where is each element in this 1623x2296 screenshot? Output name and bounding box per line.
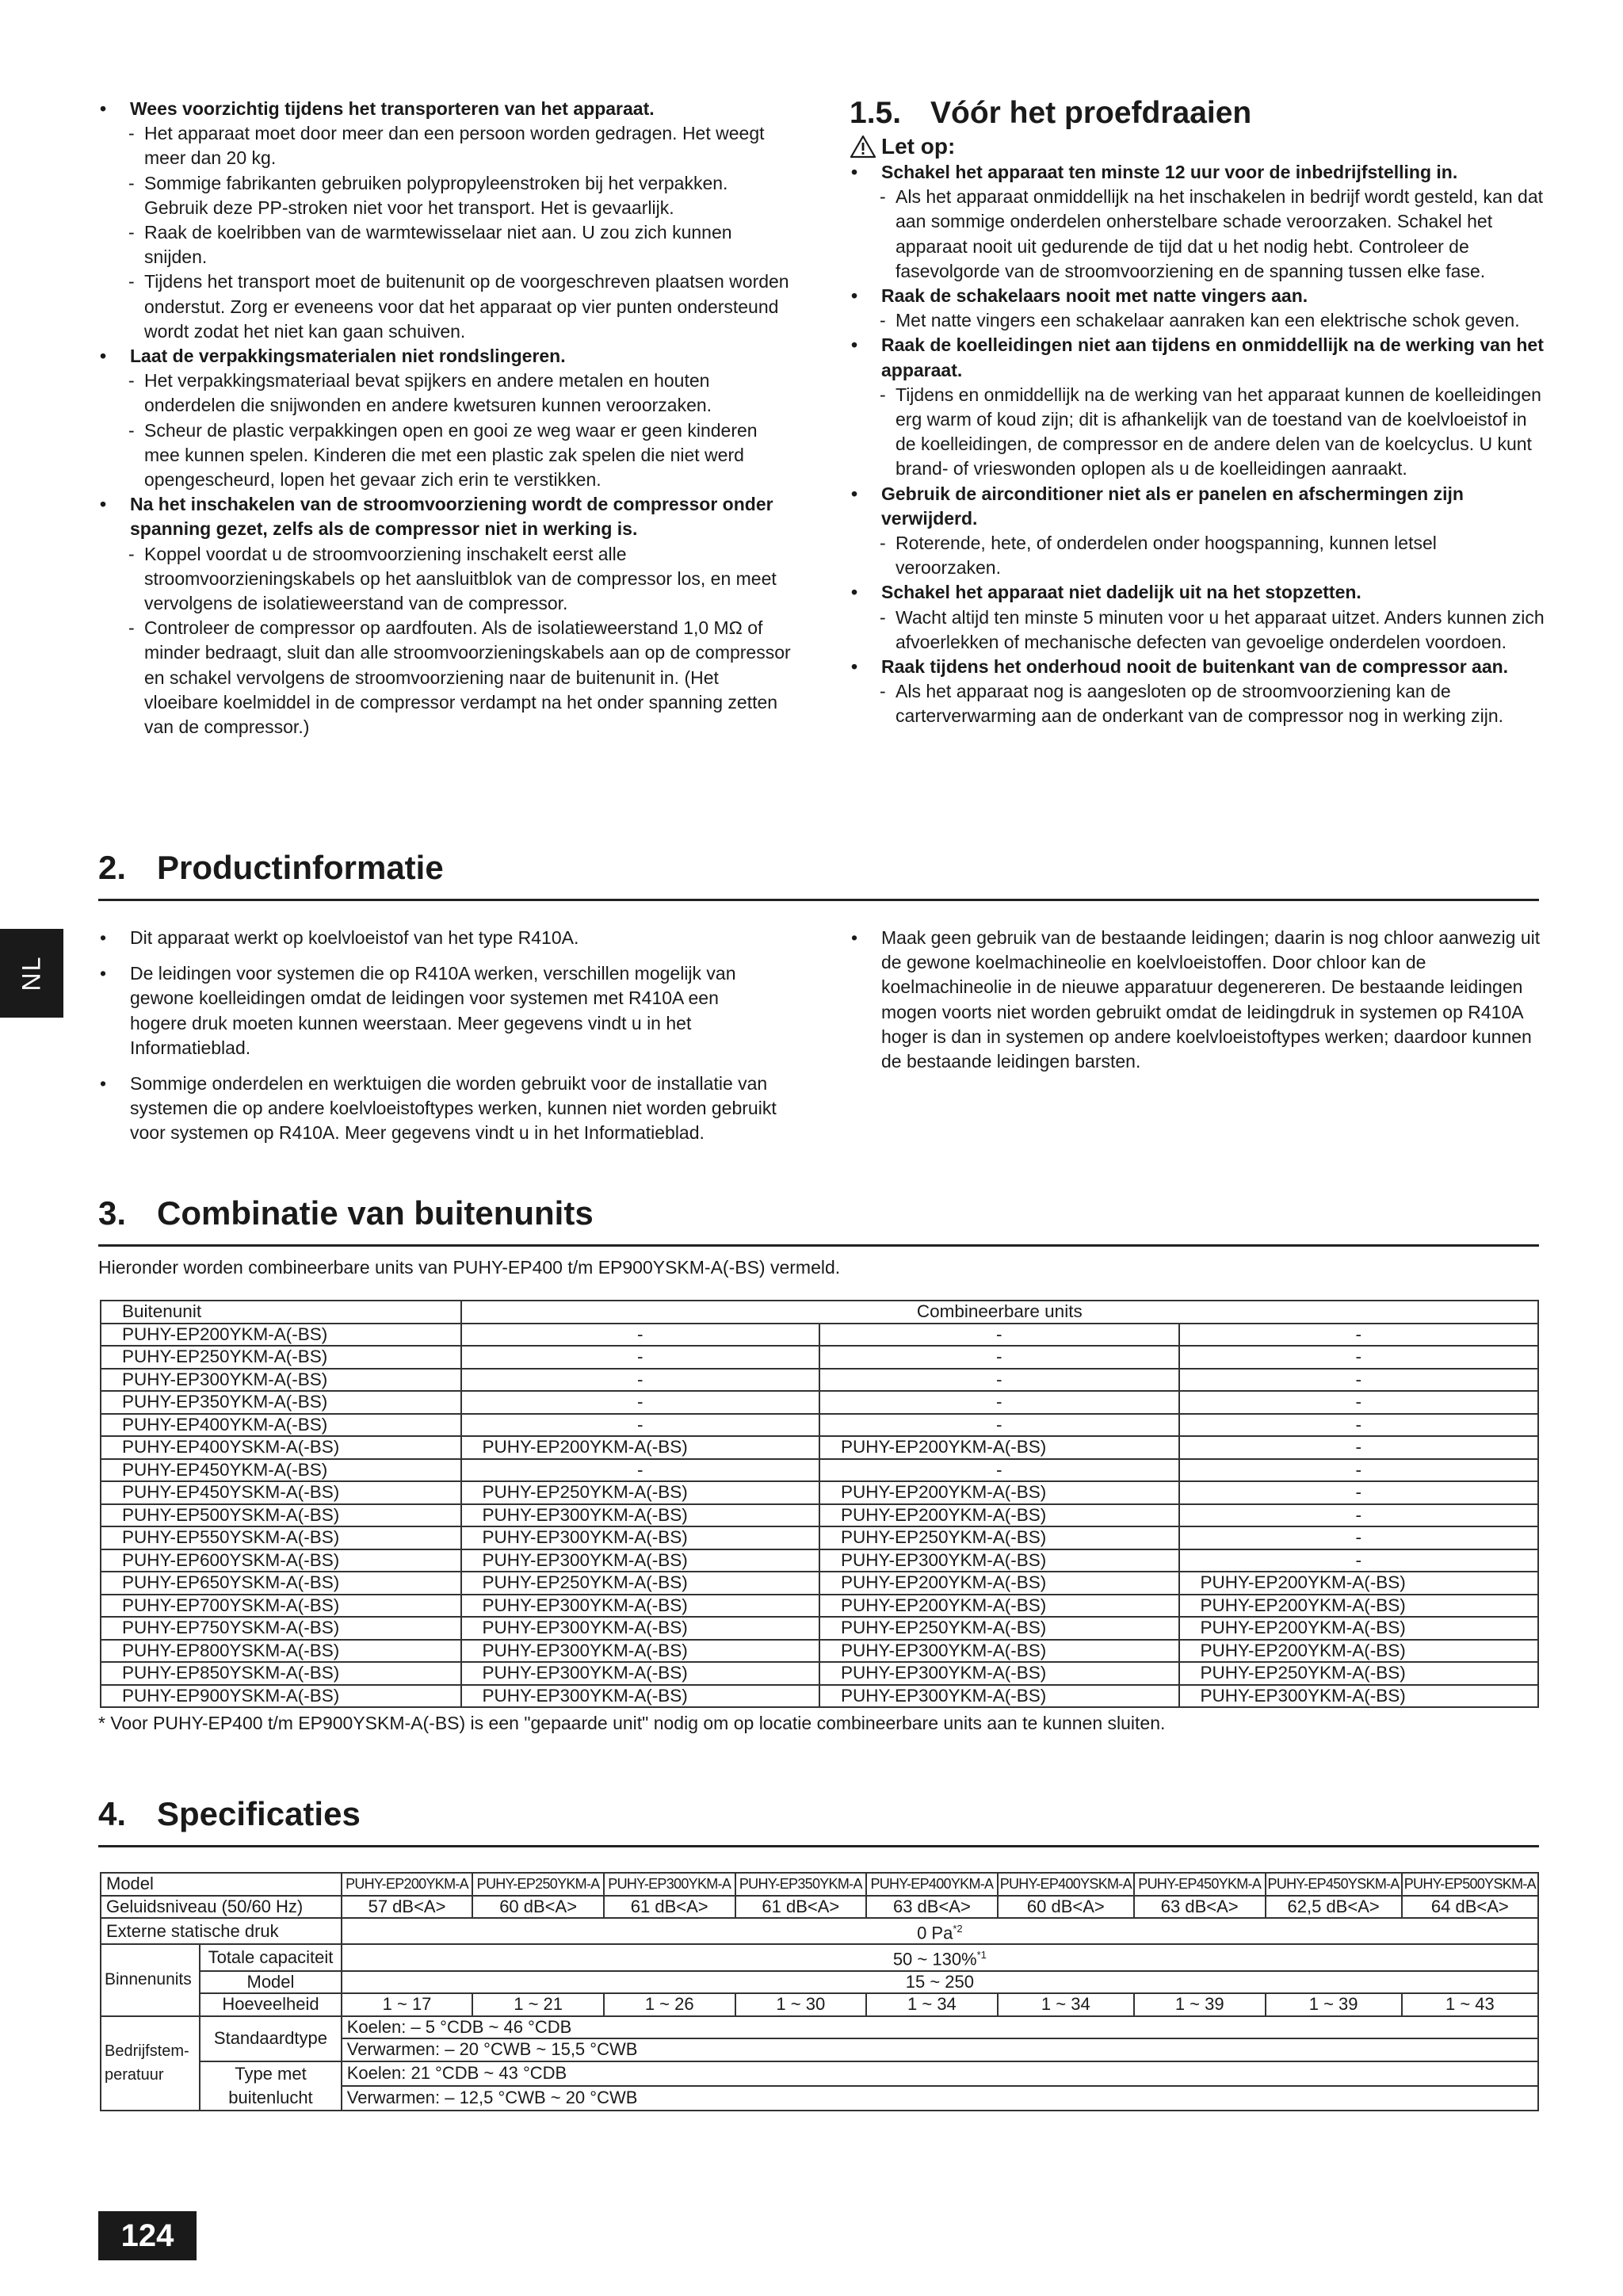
bullet-title: • Wees voorzichtig tijdens het transporteren van het apparaat. <box>98 97 796 121</box>
outdoor-unit-cell: PUHY-EP450YKM-A(-BS) <box>101 1459 461 1482</box>
combinable-unit-cell: PUHY-EP250YKM-A(-BS) <box>461 1572 819 1595</box>
combinable-unit-cell: - <box>1179 1391 1539 1414</box>
sub-item: - Roterende, hete, of onderdelen onder hoogspanning, kunnen letsel veroorzaken. <box>850 531 1547 580</box>
spec-row-indoor-model <box>101 1971 1538 1994</box>
combinable-unit-cell: PUHY-EP300YKM-A(-BS) <box>461 1662 819 1685</box>
combinable-unit-cell: PUHY-EP300YKM-A(-BS) <box>461 1549 819 1572</box>
combinable-unit-cell: - <box>461 1346 819 1369</box>
spec-row-quantity <box>101 1993 1538 2016</box>
combinable-unit-cell: PUHY-EP300YKM-A(-BS) <box>461 1504 819 1527</box>
spec-cell: 1 ~ 26 <box>604 1993 735 2016</box>
table-row <box>101 1572 1538 1595</box>
spec-cell: 61 dB<A> <box>735 1896 867 1919</box>
sub-item: - Raak de koelribben van de warmtewisselaar niet aan. U zou zich kunnen snijden. <box>98 220 796 269</box>
table-row <box>101 1685 1538 1708</box>
outdoor-unit-cell: PUHY-EP800YSKM-A(-BS) <box>101 1640 461 1663</box>
table-row <box>101 1504 1538 1527</box>
combinable-unit-cell: PUHY-EP200YKM-A(-BS) <box>819 1481 1178 1504</box>
page-number: 124 <box>98 2211 197 2260</box>
section-number: 4. <box>98 1795 127 1832</box>
combinable-unit-cell: - <box>1179 1459 1539 1482</box>
sub-item: - Als het apparaat nog is aangesloten op de stroomvoorziening kan de carterverwarming aan de onderkant van de compressor nog in werking zijn. <box>850 679 1547 728</box>
language-tab-label: NL <box>17 955 46 991</box>
spec-cell: Koelen: – 5 °CDB ~ 46 °CDB <box>342 2016 1538 2039</box>
model-header: PUHY-EP350YKM-A <box>735 1873 867 1896</box>
model-header: PUHY-EP500YSKM-A <box>1402 1873 1538 1896</box>
combinable-unit-cell: - <box>461 1414 819 1437</box>
combinable-unit-cell: PUHY-EP200YKM-A(-BS) <box>1179 1640 1539 1663</box>
sub-item: - Koppel voordat u de stroomvoorziening inschakelt eerst alle stroomvoorzieningskabels op het aansluitblok van de compressor los, en meet vervolgens de isolatieweerstand van de compressor. <box>98 542 796 617</box>
top-right-column <box>850 95 1547 729</box>
spec-cell: 62,5 dB<A> <box>1266 1896 1402 1919</box>
spec-cell: 1 ~ 30 <box>735 1993 867 2016</box>
combinable-unit-cell: - <box>461 1324 819 1347</box>
model-header: PUHY-EP300YKM-A <box>604 1873 735 1896</box>
combinable-unit-cell: PUHY-EP200YKM-A(-BS) <box>819 1572 1178 1595</box>
column-header: Combineerbare units <box>461 1301 1538 1324</box>
table-row <box>101 1459 1538 1482</box>
footnote-marker: *2 <box>953 1923 963 1935</box>
table-header-row <box>101 1301 1538 1324</box>
outdoor-unit-cell: PUHY-EP700YSKM-A(-BS) <box>101 1595 461 1618</box>
spec-row-standard-cool <box>101 2016 1538 2039</box>
combinable-unit-cell: PUHY-EP300YKM-A(-BS) <box>819 1640 1178 1663</box>
model-header: PUHY-EP400YKM-A <box>866 1873 998 1896</box>
combinable-unit-cell: PUHY-EP300YKM-A(-BS) <box>461 1685 819 1708</box>
combinable-unit-cell: PUHY-EP200YKM-A(-BS) <box>819 1436 1178 1459</box>
warning-triangle-icon <box>850 135 876 159</box>
sub-item: - Tijdens het transport moet de buitenunit op de voorgeschreven plaatsen worden onderstut. Zorg er eveneens voor dat het apparaat op vier punten ondersteund wordt zodat het niet kan gaan schuiven. <box>98 269 796 344</box>
sub-item: - Wacht altijd ten minste 5 minuten voor u het apparaat uitzet. Anders kunnen zich afvoerlekken of mechanische defecten van gevoelige onderdelen voordoen. <box>850 606 1547 655</box>
spec-label: Model <box>200 1971 342 1994</box>
section-heading: Combinatie van buitenunits <box>157 1194 594 1232</box>
combinable-unit-cell: PUHY-EP300YKM-A(-BS) <box>461 1617 819 1640</box>
caution-heading <box>850 133 1547 160</box>
bullet-title: • Raak de schakelaars nooit met natte vingers aan. <box>850 284 1547 308</box>
bullet-title: • Schakel het apparaat ten minste 12 uur voor de inbedrijfstelling in. <box>850 160 1547 185</box>
column-header: Buitenunit <box>101 1301 461 1324</box>
sub-item: - Als het apparaat onmiddellijk na het inschakelen in bedrijf wordt gesteld, kan dat aan sommige onderdelen onherstelbare schade veroorzaken. Schakel het apparaat nooit uit gedurende de tijd dat u het nodig hebt. Controleer de fasevolgorde van de stroomvoorziening en de spanning tussen elke fase. <box>850 185 1547 284</box>
sub-item: - Sommige fabrikanten gebruiken polypropyleenstroken bij het verpakken. Gebruik deze PP-stroken niet voor het transport. Het is gevaarlijk. <box>98 171 796 220</box>
spec-cell: 64 dB<A> <box>1402 1896 1538 1919</box>
table-row <box>101 1640 1538 1663</box>
specifications-table <box>100 1872 1539 2111</box>
combinable-unit-cell: - <box>819 1324 1178 1347</box>
spec-cell: 1 ~ 39 <box>1134 1993 1266 2016</box>
spec-label: Geluidsniveau (50/60 Hz) <box>101 1896 342 1919</box>
esp-value: 0 Pa <box>917 1923 953 1943</box>
spec-group-label: Bedrijfstem-peratuur <box>101 2016 200 2111</box>
combinable-unit-cell: PUHY-EP200YKM-A(-BS) <box>819 1595 1178 1618</box>
table-row <box>101 1346 1538 1369</box>
spec-cell: 15 ~ 250 <box>342 1971 1538 1994</box>
combinable-unit-cell: - <box>461 1369 819 1392</box>
section-number: 2. <box>98 849 127 886</box>
combinable-unit-cell: - <box>819 1369 1178 1392</box>
spec-cell: 1 ~ 17 <box>342 1993 473 2016</box>
section-heading: Vóór het proefdraaien <box>930 96 1252 130</box>
language-tab <box>0 929 63 1018</box>
combinable-unit-cell: PUHY-EP300YKM-A(-BS) <box>819 1685 1178 1708</box>
outdoor-unit-cell: PUHY-EP550YSKM-A(-BS) <box>101 1526 461 1549</box>
combinable-unit-cell: - <box>819 1414 1178 1437</box>
outdoor-unit-cell: PUHY-EP600YSKM-A(-BS) <box>101 1549 461 1572</box>
outdoor-unit-cell: PUHY-EP750YSKM-A(-BS) <box>101 1617 461 1640</box>
outdoor-unit-cell: PUHY-EP850YSKM-A(-BS) <box>101 1662 461 1685</box>
combinable-unit-cell: PUHY-EP200YKM-A(-BS) <box>461 1436 819 1459</box>
footnote-marker: *1 <box>976 1949 987 1962</box>
outdoor-unit-cell: PUHY-EP650YSKM-A(-BS) <box>101 1572 461 1595</box>
combinable-unit-cell: PUHY-EP300YKM-A(-BS) <box>819 1662 1178 1685</box>
combinable-unit-cell: PUHY-EP200YKM-A(-BS) <box>819 1504 1178 1527</box>
combinable-unit-cell: - <box>461 1391 819 1414</box>
sub-item: - Het apparaat moet door meer dan een persoon worden gedragen. Het weegt meer dan 20 kg. <box>98 121 796 170</box>
combinable-unit-cell: PUHY-EP200YKM-A(-BS) <box>1179 1617 1539 1640</box>
spec-cell: 1 ~ 21 <box>472 1993 604 2016</box>
outdoor-unit-cell: PUHY-EP350YKM-A(-BS) <box>101 1391 461 1414</box>
combinable-unit-cell: PUHY-EP200YKM-A(-BS) <box>1179 1595 1539 1618</box>
bullet-title: • Na het inschakelen van de stroomvoorziening wordt de compressor onder spanning gezet, zelfs als de compressor niet in werking is. <box>98 492 796 541</box>
spec-row-model <box>101 1873 1538 1896</box>
outdoor-unit-cell: PUHY-EP500YSKM-A(-BS) <box>101 1504 461 1527</box>
combinable-unit-cell: PUHY-EP250YKM-A(-BS) <box>819 1526 1178 1549</box>
table-row <box>101 1481 1538 1504</box>
spec-cell: 1 ~ 34 <box>866 1993 998 2016</box>
section-heading: Productinformatie <box>157 849 444 886</box>
spec-cell: Verwarmen: – 12,5 °CWB ~ 20 °CWB <box>342 2086 1538 2111</box>
combinable-unit-cell: - <box>819 1346 1178 1369</box>
spec-cell: Koelen: 21 °CDB ~ 43 °CDB <box>342 2061 1538 2086</box>
spec-label: Externe statische druk <box>101 1918 342 1944</box>
spec-row-esp <box>101 1918 1538 1944</box>
spec-cell: 63 dB<A> <box>1134 1896 1266 1919</box>
spec-group-label: Binnenunits <box>101 1944 200 2015</box>
bullet-title: • Raak tijdens het onderhoud nooit de buitenkant van de compressor aan. <box>850 655 1547 679</box>
combinable-unit-cell: - <box>461 1459 819 1482</box>
table-row <box>101 1662 1538 1685</box>
spec-cell <box>342 1944 1538 1970</box>
combinable-unit-cell: PUHY-EP300YKM-A(-BS) <box>461 1640 819 1663</box>
model-header: PUHY-EP450YKM-A <box>1134 1873 1266 1896</box>
outdoor-unit-cell: PUHY-EP200YKM-A(-BS) <box>101 1324 461 1347</box>
combinable-unit-cell: PUHY-EP250YKM-A(-BS) <box>1179 1662 1539 1685</box>
combinable-unit-cell: PUHY-EP250YKM-A(-BS) <box>461 1481 819 1504</box>
outdoor-unit-cell: PUHY-EP450YSKM-A(-BS) <box>101 1481 461 1504</box>
combinable-unit-cell: PUHY-EP300YKM-A(-BS) <box>1179 1685 1539 1708</box>
spec-cell: 60 dB<A> <box>998 1896 1134 1919</box>
list-item: • Sommige onderdelen en werktuigen die worden gebruikt voor de installatie van systemen die op andere koelvloeistoftypes werken, kunnen niet worden gebruikt voor systemen op R410A. Meer gegevens vindt u in het Informatieblad. <box>98 1072 780 1146</box>
spec-cell: 1 ~ 39 <box>1266 1993 1402 2016</box>
table-row <box>101 1526 1538 1549</box>
model-header: PUHY-EP200YKM-A <box>342 1873 473 1896</box>
spec-label: Hoeveelheid <box>200 1993 342 2016</box>
combinable-unit-cell: - <box>819 1459 1178 1482</box>
combinable-unit-cell: - <box>1179 1526 1539 1549</box>
section-4-title <box>98 1794 1539 1847</box>
spec-cell: 60 dB<A> <box>472 1896 604 1919</box>
outdoor-unit-cell: PUHY-EP250YKM-A(-BS) <box>101 1346 461 1369</box>
table-row <box>101 1391 1538 1414</box>
combinable-unit-cell: PUHY-EP300YKM-A(-BS) <box>819 1549 1178 1572</box>
combinable-unit-cell: - <box>819 1391 1178 1414</box>
spec-cell: 1 ~ 43 <box>1402 1993 1538 2016</box>
list-item: • Dit apparaat werkt op koelvloeistof van het type R410A. <box>98 926 780 950</box>
spec-label: Type met buitenlucht <box>200 2061 342 2111</box>
combinable-unit-cell: - <box>1179 1324 1539 1347</box>
combinable-unit-cell: - <box>1179 1369 1539 1392</box>
combinable-unit-cell: - <box>1179 1436 1539 1459</box>
table-footnote: * Voor PUHY-EP400 t/m EP900YSKM-A(-BS) is een "gepaarde unit" nodig om op locatie combineerbare units aan te kunnen sluiten. <box>98 1713 1166 1733</box>
section-number: 3. <box>98 1194 127 1232</box>
combinable-unit-cell: PUHY-EP250YKM-A(-BS) <box>819 1617 1178 1640</box>
list-item: • Maak geen gebruik van de bestaande leidingen; daarin is nog chloor aanwezig uit de gewone koelmachineolie en koelvloeistoffen. Door chloor kan de koelmachineolie in de nieuwe apparatuur degenereren. De bestaande leidingen mogen voorts niet worden gebruikt omdat de leidingdruk in systemen op R410A hoger is dan in systemen op andere koelvloeistoftypes werken; daardoor kunnen de bestaande leidingen barsten. <box>850 926 1547 1074</box>
combinable-unit-cell: - <box>1179 1346 1539 1369</box>
table-row <box>101 1436 1538 1459</box>
spec-cell: 61 dB<A> <box>604 1896 735 1919</box>
combinable-unit-cell: - <box>1179 1481 1539 1504</box>
model-header: PUHY-EP450YSKM-A <box>1266 1873 1402 1896</box>
spec-label: Model <box>101 1873 342 1896</box>
combinable-unit-cell: PUHY-EP200YKM-A(-BS) <box>1179 1572 1539 1595</box>
table-row <box>101 1324 1538 1347</box>
section-3-title <box>98 1194 1539 1247</box>
section-3-intro: Hieronder worden combineerbare units van PUHY-EP400 t/m EP900YSKM-A(-BS) vermeld. <box>98 1257 841 1278</box>
combinable-unit-cell: PUHY-EP300YKM-A(-BS) <box>461 1595 819 1618</box>
sub-item: - Scheur de plastic verpakkingen open en gooi ze weg waar er geen kinderen mee kunnen spelen. Kinderen die met een plastic zak spelen die niet werd opengescheurd, lopen het gevaar zich erin te verstikken. <box>98 418 796 493</box>
caution-label: Let op: <box>881 134 956 159</box>
model-header: PUHY-EP400YSKM-A <box>998 1873 1134 1896</box>
combinable-unit-cell: PUHY-EP300YKM-A(-BS) <box>461 1526 819 1549</box>
spec-row-outside-cool <box>101 2061 1538 2086</box>
sub-item: - Met natte vingers een schakelaar aanraken kan een elektrische schok geven. <box>850 308 1547 333</box>
section-number: 1.5. <box>850 96 902 130</box>
bullet-title: • Schakel het apparaat niet dadelijk uit na het stopzetten. <box>850 580 1547 605</box>
spec-row-noise <box>101 1896 1538 1919</box>
outdoor-unit-cell: PUHY-EP300YKM-A(-BS) <box>101 1369 461 1392</box>
outdoor-unit-cell: PUHY-EP400YSKM-A(-BS) <box>101 1436 461 1459</box>
section-2-title <box>98 848 1539 901</box>
sub-item: - Tijdens en onmiddellijk na de werking van het apparaat kunnen de koelleidingen erg warm of koud zijn; dit is afhankelijk van de toestand van de koelvloeistof in de koelleidingen, de compressor en de andere delen van de koelcyclus. U kunt brand- of vrieswonden oplopen als u de koelleidingen aanraakt. <box>850 383 1547 482</box>
outdoor-unit-cell: PUHY-EP900YSKM-A(-BS) <box>101 1685 461 1708</box>
section-1-5-title <box>850 95 1547 132</box>
sub-item: - Het verpakkingsmateriaal bevat spijkers en andere metalen en houten onderdelen die snijwonden en andere kwetsuren kunnen veroorzaken. <box>98 369 796 418</box>
table-row <box>101 1595 1538 1618</box>
spec-cell: 1 ~ 34 <box>998 1993 1134 2016</box>
table-row <box>101 1369 1538 1392</box>
table-row <box>101 1414 1538 1437</box>
combinable-unit-cell: - <box>1179 1504 1539 1527</box>
section-2-left <box>98 926 780 1157</box>
sub-item: - Controleer de compressor op aardfouten. Als de isolatieweerstand 1,0 MΩ of minder bedraagt, sluit dan alle stroomvoorzieningskabels aan op de compressor en schakel vervolgens de stroomvoorziening naar de buitenunit in. (Het vloeibare koelmiddel in de compressor verdampt na het onder spanning zetten van de compressor.) <box>98 616 796 739</box>
top-left-column <box>98 97 796 739</box>
model-header: PUHY-EP250YKM-A <box>472 1873 604 1896</box>
spec-label: Totale capaciteit <box>200 1944 342 1970</box>
section-2-right <box>850 926 1547 1085</box>
total-capacity-value: 50 ~ 130% <box>892 1949 977 1969</box>
combination-table <box>100 1300 1539 1708</box>
bullet-title: • Laat de verpakkingsmaterialen niet rondslingeren. <box>98 344 796 369</box>
table-row <box>101 1617 1538 1640</box>
list-item: • De leidingen voor systemen die op R410A werken, verschillen mogelijk van gewone koelleidingen omdat de leidingen voor systemen met R410A een hogere druk moeten kunnen weerstaan. Meer gegevens vindt u in het Informatieblad. <box>98 961 780 1060</box>
combinable-unit-cell: - <box>1179 1414 1539 1437</box>
combinable-unit-cell: - <box>1179 1549 1539 1572</box>
spec-cell: Verwarmen: – 20 °CWB ~ 15,5 °CWB <box>342 2038 1538 2061</box>
table-row <box>101 1549 1538 1572</box>
spec-label: Standaardtype <box>200 2016 342 2061</box>
outdoor-unit-cell: PUHY-EP400YKM-A(-BS) <box>101 1414 461 1437</box>
spec-cell: 57 dB<A> <box>342 1896 473 1919</box>
bullet-title: • Raak de koelleidingen niet aan tijdens en onmiddellijk na de werking van het apparaat. <box>850 333 1547 382</box>
spec-cell: 63 dB<A> <box>866 1896 998 1919</box>
bullet-title: • Gebruik de airconditioner niet als er panelen en afschermingen zijn verwijderd. <box>850 482 1547 531</box>
spec-cell <box>342 1918 1538 1944</box>
spec-row-total-capacity <box>101 1944 1538 1970</box>
section-heading: Specificaties <box>157 1795 361 1832</box>
